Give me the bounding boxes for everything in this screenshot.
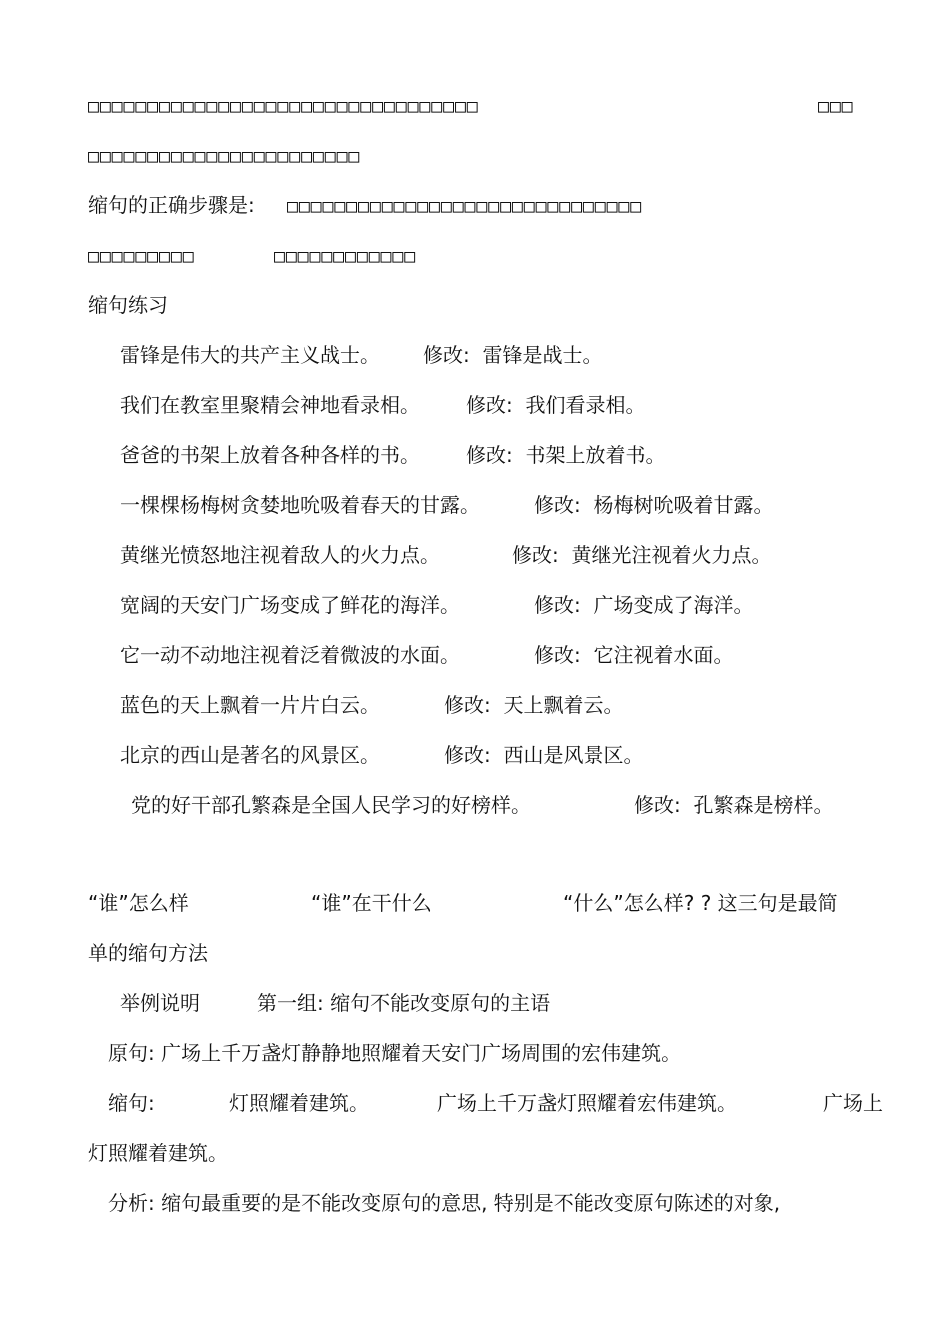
garbled-line-1: □□□□□□□□□□□□□□□□□□□□□□□□□□□□□□□□□ <box>88 96 479 117</box>
garbled-line-3-left: □□□□□□□□□ <box>88 246 195 267</box>
garbled-line-3-right: □□□□□□□□□□□□ <box>274 246 417 267</box>
exercise-5-revised: 修改: 黄继光注视着火力点。 <box>512 543 772 567</box>
exercise-7-revised: 修改: 它注视着水面。 <box>534 643 734 667</box>
exercise-2-revised: 修改: 我们看录相。 <box>466 393 646 417</box>
garbled-line-1-right: □□□ <box>818 96 854 117</box>
exercise-1-original: 雷锋是伟大的共产主义战士。 <box>120 343 380 367</box>
pattern-continuation: 单的缩句方法 <box>88 941 208 965</box>
exercise-3-revised: 修改: 书架上放着书。 <box>466 443 666 467</box>
garbled-line-2: □□□□□□□□□□□□□□□□□□□□□□□ <box>88 146 361 167</box>
analysis-text: 分析: 缩句最重要的是不能改变原句的意思, 特别是不能改变原句陈述的对象, <box>108 1191 781 1215</box>
exercise-8-original: 蓝色的天上飘着一片片白云。 <box>120 693 380 717</box>
pattern-what-how: “什么”怎么样? ? 这三句是最简 <box>563 891 838 915</box>
exercise-10-original: 党的好干部孔繁森是全国人民学习的好榜样。 <box>131 793 531 817</box>
original-sentence: 原句: 广场上千万盏灯静静地照耀着天安门广场周围的宏伟建筑。 <box>108 1041 682 1065</box>
exercise-1-revised: 修改: 雷锋是战士。 <box>423 343 603 367</box>
exercise-4-revised: 修改: 杨梅树吮吸着甘露。 <box>534 493 774 517</box>
exercise-9-original: 北京的西山是著名的风景区。 <box>120 743 380 767</box>
exercise-3-original: 爸爸的书架上放着各种各样的书。 <box>120 443 420 467</box>
exercise-4-original: 一棵棵杨梅树贪婪地吮吸着春天的甘露。 <box>120 493 480 517</box>
exercise-10-revised: 修改: 孔繁森是榜样。 <box>634 793 834 817</box>
condensed-label: 缩句: <box>108 1091 155 1115</box>
exercise-7-original: 它一动不动地注视着泛着微波的水面。 <box>120 643 460 667</box>
example-label: 举例说明 <box>120 991 200 1015</box>
practice-title: 缩句练习 <box>88 293 168 317</box>
exercise-8-revised: 修改: 天上飘着云。 <box>444 693 624 717</box>
condensed-option-3-continuation: 灯照耀着建筑。 <box>88 1141 228 1165</box>
exercise-6-revised: 修改: 广场变成了海洋。 <box>534 593 754 617</box>
steps-garbled-text: □□□□□□□□□□□□□□□□□□□□□□□□□□□□□□ <box>287 196 643 217</box>
example-group-title: 第一组: 缩句不能改变原句的主语 <box>257 991 551 1015</box>
pattern-who-how: “谁”怎么样 <box>88 891 189 915</box>
condensed-option-1: 灯照耀着建筑。 <box>229 1091 369 1115</box>
exercise-2-original: 我们在教室里聚精会神地看录相。 <box>120 393 420 417</box>
condensed-option-2: 广场上千万盏灯照耀着宏伟建筑。 <box>437 1091 737 1115</box>
steps-label: 缩句的正确步骤是: <box>88 193 255 217</box>
condensed-option-3: 广场上 <box>823 1091 883 1115</box>
exercise-9-revised: 修改: 西山是风景区。 <box>444 743 644 767</box>
pattern-who-doing: “谁”在干什么 <box>311 891 432 915</box>
exercise-5-original: 黄继光愤怒地注视着敌人的火力点。 <box>120 543 440 567</box>
exercise-6-original: 宽阔的天安门广场变成了鲜花的海洋。 <box>120 593 460 617</box>
